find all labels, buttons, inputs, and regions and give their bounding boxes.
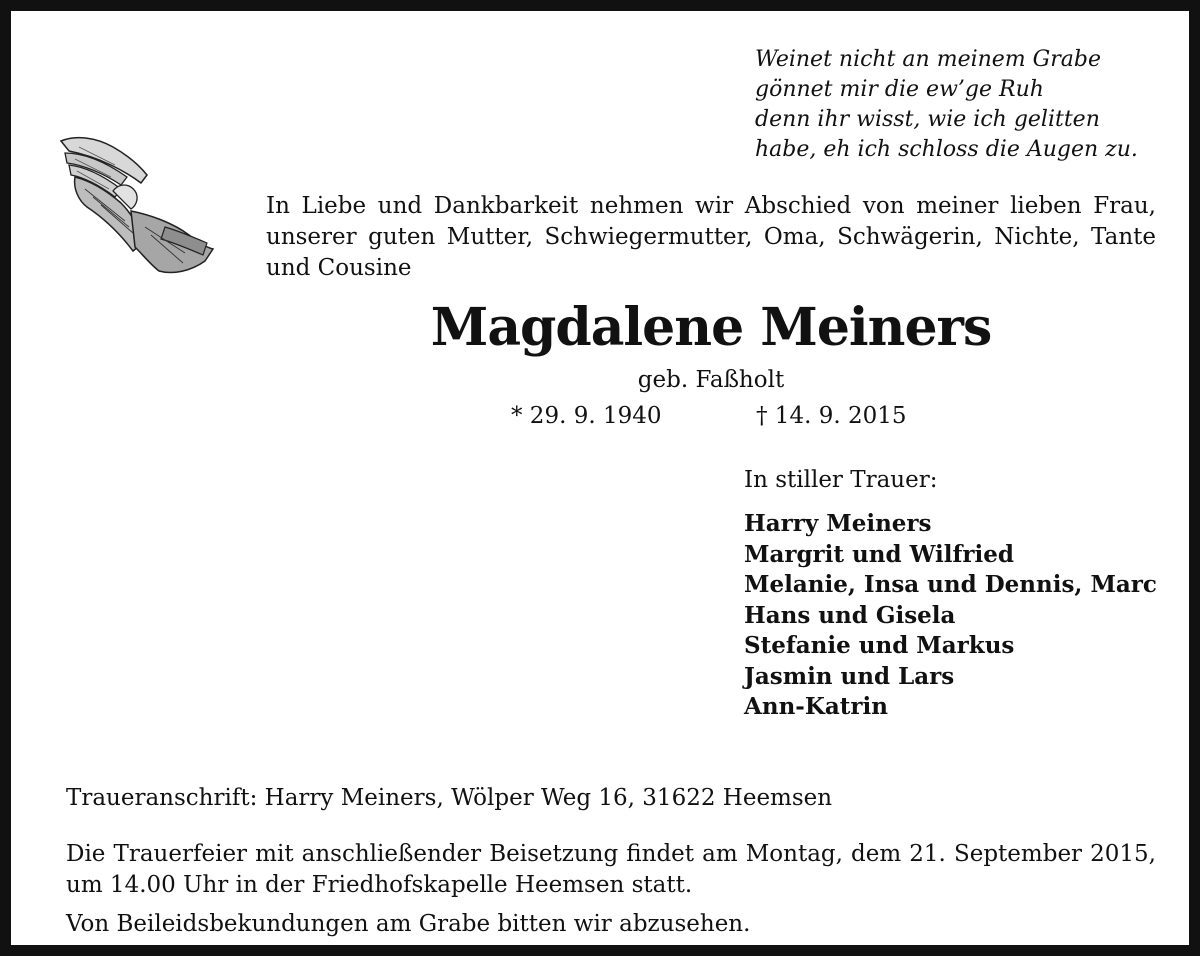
poem-line: habe, eh ich schloss die Augen zu. xyxy=(755,137,1138,162)
intro-text: In Liebe und Dankbarkeit nehmen wir Abschied von meiner lieben Frau, unserer guten Mutter, Schwiegermutter, Oma, Schwägerin, Nichte, Tante und Cousine xyxy=(266,193,1156,281)
ceremony-info: Die Trauerfeier mit anschließender Beisetzung findet am Montag, dem 21. September 2015, um 14.00 Uhr in der Friedhofskapelle Heemsen statt. xyxy=(66,841,1156,898)
poem-line: denn ihr wisst, wie ich gelitten xyxy=(755,107,1100,132)
mourners-list xyxy=(744,509,1157,723)
praying-hands-icon xyxy=(55,131,217,279)
poem xyxy=(755,45,1175,165)
mourner-name: Ann-Katrin xyxy=(744,693,888,720)
mourning-address: Traueranschrift: Harry Meiners, Wölper Weg 16, 31622 Heemsen xyxy=(66,785,833,811)
maiden-name: geb. Faßholt xyxy=(637,367,785,393)
birth-date: * 29. 9. 1940 xyxy=(511,403,662,429)
mourner-name: Hans und Gisela xyxy=(744,601,956,629)
poem-line: Weinet nicht an meinem Grabe xyxy=(755,47,1101,72)
condolence-request: Von Beileidsbekundungen am Grabe bitten wir abzusehen. xyxy=(66,911,751,937)
mourner-name: Margrit und Wilfried xyxy=(744,540,1014,568)
mourner-name: Melanie, Insa und Dennis, Marc xyxy=(744,571,1157,598)
mourner-name: Stefanie und Markus xyxy=(744,632,1015,659)
deceased-name: Magdalene Meiners xyxy=(430,297,992,358)
poem-line: gönnet mir die ew’ge Ruh xyxy=(755,77,1044,102)
mourners-label: In stiller Trauer: xyxy=(744,467,938,493)
mourner-name: Jasmin und Lars xyxy=(744,662,955,690)
death-date: † 14. 9. 2015 xyxy=(756,403,907,429)
mourner-name: Harry Meiners xyxy=(744,510,932,537)
